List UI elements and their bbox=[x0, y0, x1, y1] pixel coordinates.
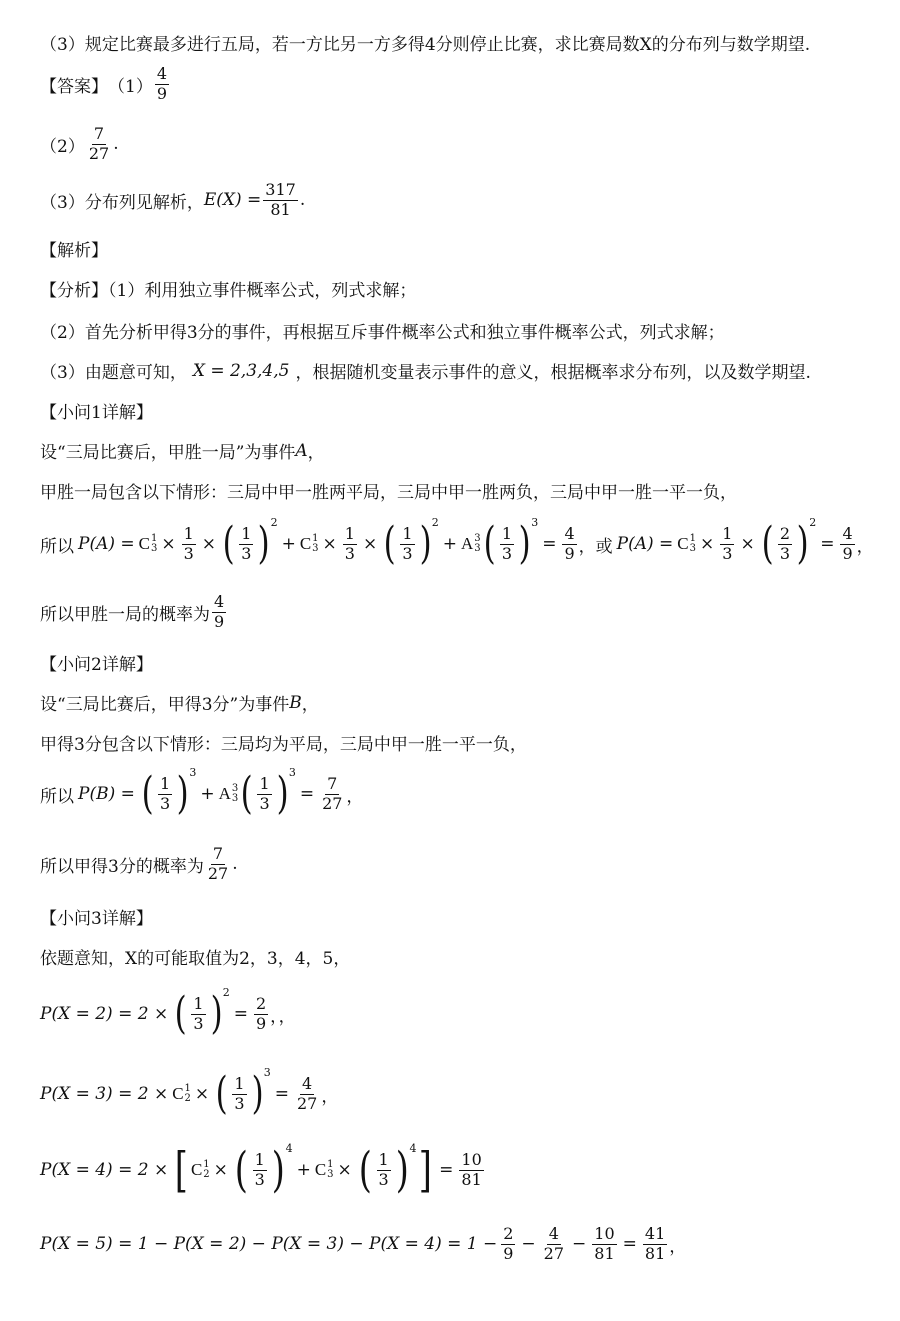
subheading-1: 【小问1详解】 bbox=[40, 403, 153, 423]
sub1-result: 所以甲胜一局的概率为 $\frac{4}{9}$ bbox=[40, 592, 225, 631]
subheading-3: 【小问3详解】 bbox=[40, 909, 153, 929]
sub2-result: 所以甲得3分的概率为 $\frac{7}{27}$ . bbox=[40, 844, 238, 883]
subheading-2: 【小问2详解】 bbox=[40, 655, 153, 675]
sub2-formula: 所以 P(B) = ( $\frac{1}{3}$ ) 3 + A 3 3 ( $\frac{1}{3}$ ) 3 = $\frac{7}{27}$ ， bbox=[40, 765, 364, 819]
sub1-line-a: 设“三局比赛后，甲胜一局”为事件 A ， bbox=[40, 440, 325, 463]
analysis-heading: 【解析】 bbox=[40, 241, 108, 261]
analysis-3: （3）由题意可知， X = 2,3,4,5 ，根据随机变量表示事件的意义，根据概率求分布列，以及数学期望. bbox=[40, 360, 811, 383]
fraction: $\frac{4}{9}$ bbox=[156, 64, 168, 103]
answer-3: （3）分布列见解析， E(X) = $\frac{317}{81}$ . bbox=[40, 180, 306, 219]
sub2-line-b: 甲得3分包含以下情形：三局均为平局，三局中甲一胜一平一负， bbox=[40, 735, 527, 755]
px5-formula: P(X = 5) = 1 − P(X = 2) − P(X = 3) − P(X = 4) = 1 − $\frac{2}{9}$ − $\frac{4}{27}$ − $\frac{10}{81}$ = $\frac{41}{81}$ ， bbox=[40, 1224, 687, 1263]
px2-formula: P(X = 2) = 2 × ( $\frac{1}{3}$ ) 2 = $\frac{2}{9}$ ，， bbox=[40, 985, 296, 1039]
answer-1: 【答案】 （1） $\frac{4}{9}$ bbox=[40, 64, 168, 103]
sub3-line-a: 依题意知，X的可能取值为2，3，4，5， bbox=[40, 949, 351, 969]
analysis-2: （2）首先分析甲得3分的事件，再根据互斥事件概率公式和独立事件概率公式，列式求解； bbox=[40, 323, 725, 343]
fraction: $\frac{7}{27}$ bbox=[88, 124, 110, 163]
fraction: $\frac{317}{81}$ bbox=[265, 180, 296, 219]
answer-2: （2） $\frac{7}{27}$ . bbox=[40, 124, 119, 163]
sub1-formula: 所以 P(A) = C 1 3 × $\frac{1}{3}$ × ( $\frac{1}{3}$ ) 2 + C 1 3 × $\frac{1}{3}$ × ( $\frac{1}{3}$ ) 2 + A 3 3 ( $\frac{1}{3}$ ) 3 = $\frac{4}{9}$ ，或 P(A) = C 1 3 × $\frac{1}{3}$ × ( $\frac{2}{3}$ ) 2 = $\frac{4}{9}$ ， bbox=[40, 515, 874, 569]
sub1-line-b: 甲胜一局包含以下情形：三局中甲一胜两平局，三局中甲一胜两负，三局中甲一胜一平一负， bbox=[40, 483, 737, 503]
analysis-1: 【分析】（1）利用独立事件概率公式，列式求解； bbox=[40, 281, 417, 301]
px4-formula: P(X = 4) = 2 × [ C 1 2 × ( $\frac{1}{3}$ ) 4 + C 1 3 × ( $\frac{1}{3}$ ) 4 ] = $\frac{10}{81}$ bbox=[40, 1141, 482, 1198]
sub2-line-a: 设“三局比赛后，甲得3分”为事件 B ， bbox=[40, 692, 319, 715]
px3-formula: P(X = 3) = 2 × C 1 2 × ( $\frac{1}{3}$ ) 3 = $\frac{4}{27}$ ， bbox=[40, 1065, 339, 1119]
question-3: （3）规定比赛最多进行五局，若一方比另一方多得4分则停止比赛，求比赛局数X的分布列与数学期望. bbox=[40, 35, 811, 55]
